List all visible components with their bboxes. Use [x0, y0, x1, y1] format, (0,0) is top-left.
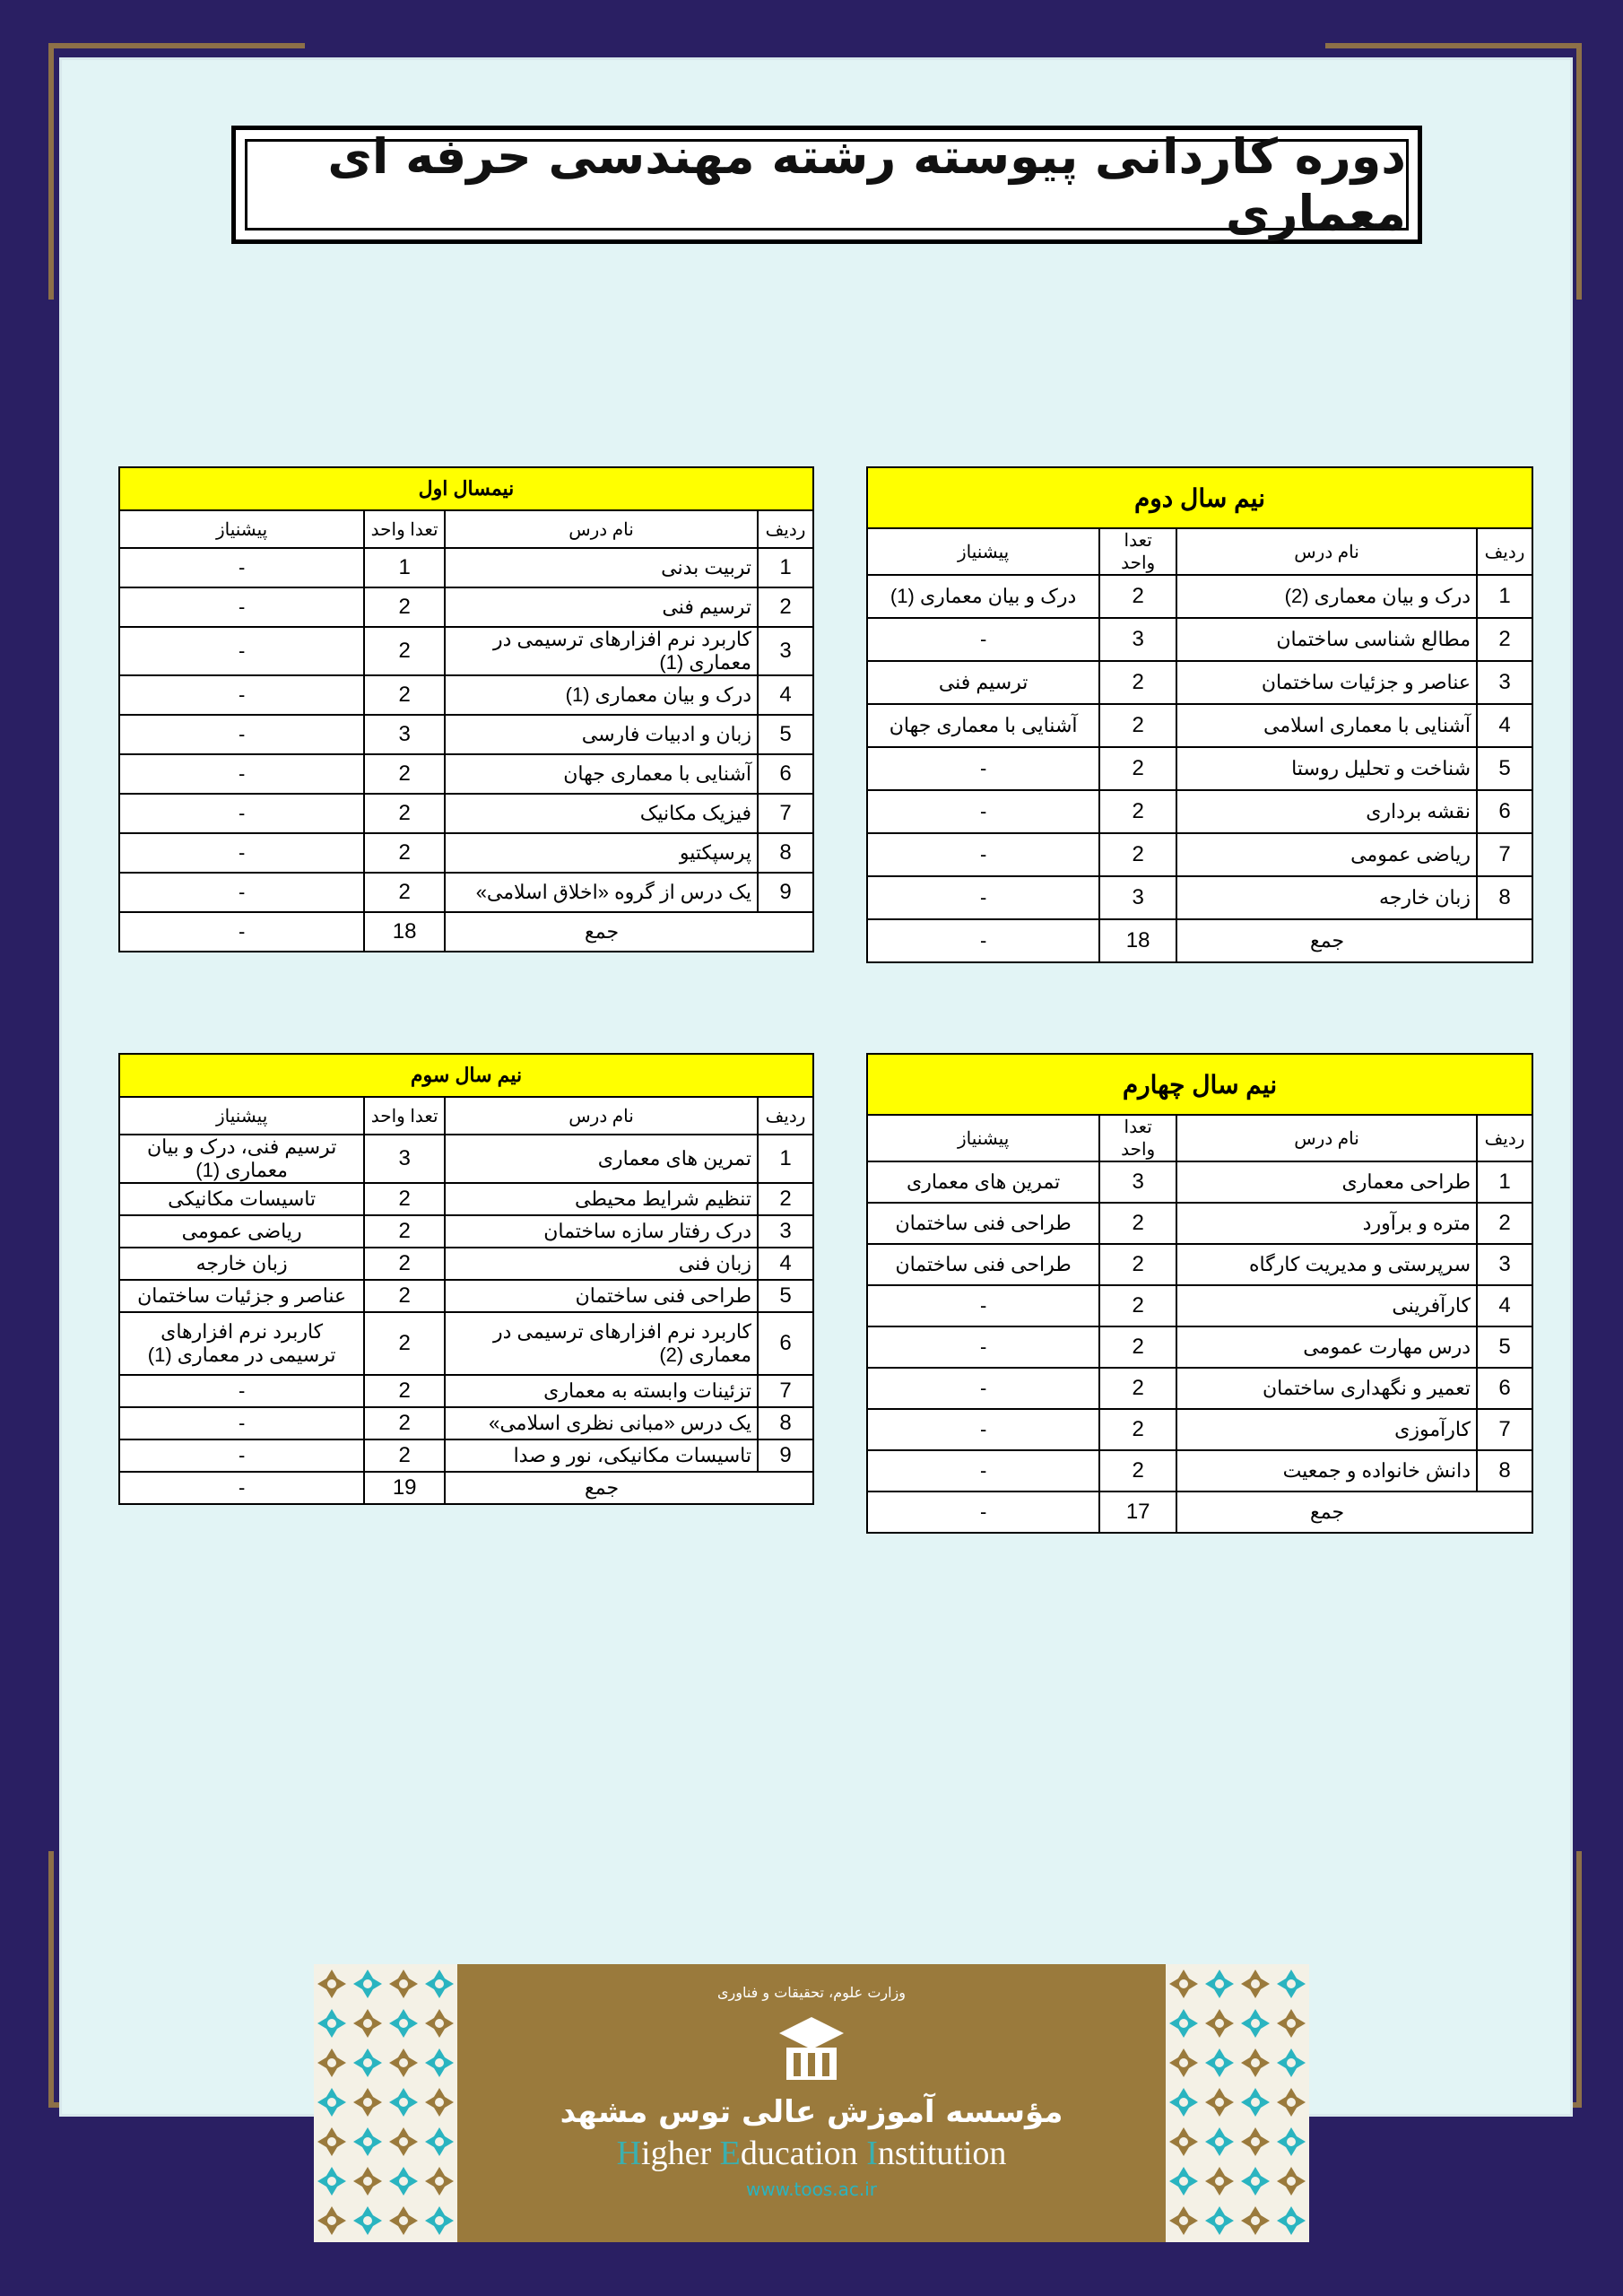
course-row	[119, 1248, 813, 1280]
course-prerequisite: -	[867, 747, 1099, 790]
geometric-pattern-left	[314, 1964, 457, 2242]
course-prerequisite: -	[867, 1450, 1099, 1492]
pattern-dot	[1287, 2137, 1296, 2146]
course-prerequisite: -	[119, 794, 364, 833]
total-prerequisite: -	[119, 912, 364, 952]
course-name: تنظیم شرایط محیطی	[445, 1183, 758, 1215]
course-name: نقشه برداری	[1176, 790, 1477, 833]
course-name: درک و بیان معماری (2)	[1176, 575, 1477, 618]
pattern-dot	[363, 2098, 372, 2107]
pattern-dot	[327, 2058, 336, 2067]
column-header-row	[867, 528, 1532, 575]
course-number: 2	[758, 1183, 813, 1215]
course-units: 2	[1099, 1244, 1176, 1285]
pattern-dot	[327, 2137, 336, 2146]
course-prerequisite: -	[867, 1368, 1099, 1409]
pattern-dot	[363, 1979, 372, 1988]
pattern-dot	[435, 2216, 444, 2225]
total-prerequisite: -	[867, 1492, 1099, 1533]
col-units-header: تعدا واحد	[1099, 528, 1176, 575]
course-prerequisite: کاربرد نرم افزارهای ترسیمی در معماری (1)	[119, 1312, 364, 1375]
course-name: درک رفتار سازه ساختمان	[445, 1215, 758, 1248]
course-prerequisite: -	[867, 1409, 1099, 1450]
geometric-pattern-right	[1166, 1964, 1309, 2242]
course-row	[119, 715, 813, 754]
course-units: 2	[364, 1439, 445, 1472]
course-units: 2	[364, 627, 445, 675]
course-row	[119, 1215, 813, 1248]
course-number: 7	[1477, 833, 1532, 876]
course-units: 2	[1099, 1203, 1176, 1244]
course-row	[867, 1161, 1532, 1203]
ministry-text: وزارت علوم، تحقیقات و فناوری	[717, 1984, 906, 2001]
semester-header-row	[867, 1054, 1532, 1115]
pattern-dot	[399, 2137, 408, 2146]
pattern-dot	[363, 2019, 372, 2028]
pattern-dot	[1287, 2019, 1296, 2028]
course-units: 2	[1099, 1285, 1176, 1326]
course-units: 2	[1099, 575, 1176, 618]
total-blank-cell	[1477, 1492, 1532, 1533]
col-name-header: نام درس	[1176, 528, 1477, 575]
course-units: 2	[364, 833, 445, 873]
course-prerequisite: -	[119, 715, 364, 754]
semester-header-row	[119, 1054, 813, 1097]
course-prerequisite: -	[119, 627, 364, 675]
course-row	[119, 1135, 813, 1183]
course-row	[119, 548, 813, 587]
course-units: 3	[364, 1135, 445, 1183]
course-name: سرپرستی و مدیریت کارگاه	[1176, 1244, 1477, 1285]
course-number: 8	[1477, 1450, 1532, 1492]
pattern-dot	[1287, 2098, 1296, 2107]
pattern-dot	[1179, 2177, 1188, 2186]
total-label: جمع	[445, 912, 758, 952]
course-row	[119, 1439, 813, 1472]
total-units: 19	[364, 1472, 445, 1504]
col-prereq-header: پیشنیاز	[119, 510, 364, 548]
pattern-dot	[435, 2098, 444, 2107]
pattern-dot	[1179, 2058, 1188, 2067]
pattern-dot	[399, 2058, 408, 2067]
col-row-header: ردیف	[1477, 528, 1532, 575]
course-number: 2	[1477, 1203, 1532, 1244]
course-row	[867, 1203, 1532, 1244]
course-units: 2	[364, 587, 445, 627]
course-prerequisite: آشنایی با معماری جهان	[867, 704, 1099, 747]
col-name-header: نام درس	[445, 1097, 758, 1135]
pattern-dot	[1179, 2137, 1188, 2146]
course-number: 2	[758, 587, 813, 627]
total-label: جمع	[445, 1472, 758, 1504]
course-row	[867, 1409, 1532, 1450]
course-row	[119, 1407, 813, 1439]
column-header-row	[119, 1097, 813, 1135]
semester-table-4	[866, 1053, 1533, 1534]
total-blank-cell	[758, 912, 813, 952]
col-units-header: تعدا واحد	[1099, 1115, 1176, 1161]
course-units: 2	[1099, 1409, 1176, 1450]
course-name: طراحی فنی ساختمان	[445, 1280, 758, 1312]
course-name: درس مهارت عمومی	[1176, 1326, 1477, 1368]
total-label: جمع	[1176, 919, 1477, 962]
pattern-dot	[435, 2177, 444, 2186]
course-row	[119, 1183, 813, 1215]
course-row	[867, 1326, 1532, 1368]
pattern-dot	[1215, 2137, 1224, 2146]
course-units: 1	[364, 548, 445, 587]
col-prereq-header: پیشنیاز	[119, 1097, 364, 1135]
total-units: 18	[1099, 919, 1176, 962]
total-units: 17	[1099, 1492, 1176, 1533]
course-name: کارآفرینی	[1176, 1285, 1477, 1326]
pattern-dot	[363, 2137, 372, 2146]
course-units: 2	[364, 1248, 445, 1280]
course-row	[119, 873, 813, 912]
course-number: 1	[1477, 575, 1532, 618]
course-prerequisite: ریاضی عمومی	[119, 1215, 364, 1248]
pattern-dot	[1215, 2177, 1224, 2186]
course-number: 5	[758, 1280, 813, 1312]
course-name: تربیت بدنی	[445, 548, 758, 587]
course-name: یک درس «مبانی نظری اسلامی»	[445, 1407, 758, 1439]
course-number: 7	[1477, 1409, 1532, 1450]
course-number: 1	[758, 1135, 813, 1183]
pattern-dot	[399, 2098, 408, 2107]
pattern-dot	[1251, 2058, 1260, 2067]
course-row	[119, 1312, 813, 1375]
page-title: دوره کاردانی پیوسته رشته مهندسی حرفه ای معماری	[327, 128, 1406, 241]
course-row	[119, 833, 813, 873]
pattern-dot	[1179, 2019, 1188, 2028]
course-number: 6	[758, 754, 813, 794]
course-number: 9	[758, 873, 813, 912]
course-units: 3	[364, 715, 445, 754]
course-units: 2	[364, 1375, 445, 1407]
pattern-dot	[1179, 2216, 1188, 2225]
column-header-row	[867, 1115, 1532, 1161]
course-row	[867, 1450, 1532, 1492]
course-row	[867, 1285, 1532, 1326]
pattern-dot	[399, 2019, 408, 2028]
course-number: 3	[758, 627, 813, 675]
pattern-dot	[1287, 2177, 1296, 2186]
course-prerequisite: -	[867, 876, 1099, 919]
course-name: ترسیم فنی	[445, 587, 758, 627]
course-row	[867, 618, 1532, 661]
course-units: 2	[364, 675, 445, 715]
institution-url: www.toos.ac.ir	[745, 2179, 878, 2200]
course-prerequisite: -	[867, 790, 1099, 833]
col-name-header: نام درس	[1176, 1115, 1477, 1161]
course-units: 2	[1099, 1368, 1176, 1409]
pattern-dot	[1215, 2058, 1224, 2067]
col-units-header: تعدا واحد	[364, 1097, 445, 1135]
col-row-header: ردیف	[1477, 1115, 1532, 1161]
course-units: 2	[1099, 1326, 1176, 1368]
course-prerequisite: تمرین های معماری	[867, 1161, 1099, 1203]
total-blank-cell	[1477, 919, 1532, 962]
institution-banner	[314, 1964, 1309, 2242]
pattern-dot	[1251, 2098, 1260, 2107]
total-row	[867, 919, 1532, 962]
pattern-dot	[435, 2019, 444, 2028]
course-row	[867, 747, 1532, 790]
course-units: 2	[1099, 1450, 1176, 1492]
course-number: 6	[1477, 1368, 1532, 1409]
pattern-dot	[1215, 2216, 1224, 2225]
course-units: 3	[1099, 1161, 1176, 1203]
course-number: 5	[1477, 1326, 1532, 1368]
course-name: فیزیک مکانیک	[445, 794, 758, 833]
course-number: 2	[1477, 618, 1532, 661]
course-name: کارآموزی	[1176, 1409, 1477, 1450]
course-row	[119, 587, 813, 627]
course-row	[867, 661, 1532, 704]
course-number: 4	[1477, 1285, 1532, 1326]
pattern-dot	[327, 2216, 336, 2225]
course-row	[867, 1368, 1532, 1409]
course-units: 2	[1099, 747, 1176, 790]
course-number: 1	[1477, 1161, 1532, 1203]
pattern-dot	[1251, 2216, 1260, 2225]
course-row	[867, 833, 1532, 876]
course-number: 3	[1477, 661, 1532, 704]
course-name: تمرین های معماری	[445, 1135, 758, 1183]
course-number: 6	[1477, 790, 1532, 833]
pattern-dot	[1215, 2019, 1224, 2028]
course-units: 3	[1099, 618, 1176, 661]
course-number: 6	[758, 1312, 813, 1375]
semester-table-1	[118, 466, 814, 952]
course-units: 2	[364, 873, 445, 912]
pattern-dot	[327, 2019, 336, 2028]
total-prerequisite: -	[867, 919, 1099, 962]
col-prereq-header: پیشنیاز	[867, 528, 1099, 575]
course-prerequisite: ترسیم فنی، درک و بیان معماری (1)	[119, 1135, 364, 1183]
course-name: زبان و ادبیات فارسی	[445, 715, 758, 754]
course-row	[119, 794, 813, 833]
course-number: 3	[1477, 1244, 1532, 1285]
course-name: متره و برآورد	[1176, 1203, 1477, 1244]
course-prerequisite: درک و بیان معماری (1)	[867, 575, 1099, 618]
course-units: 2	[364, 794, 445, 833]
course-name: عناصر و جزئیات ساختمان	[1176, 661, 1477, 704]
course-number: 8	[1477, 876, 1532, 919]
course-name: پرسپکتیو	[445, 833, 758, 873]
course-prerequisite: -	[119, 754, 364, 794]
pattern-dot	[327, 2177, 336, 2186]
course-name: طراحی معماری	[1176, 1161, 1477, 1203]
total-prerequisite: -	[119, 1472, 364, 1504]
column-header-row	[119, 510, 813, 548]
semester-title: نیم سال چهارم	[867, 1054, 1532, 1115]
course-units: 2	[1099, 704, 1176, 747]
course-name: آشنایی با معماری جهان	[445, 754, 758, 794]
course-name: درک و بیان معماری (1)	[445, 675, 758, 715]
course-prerequisite: -	[119, 1407, 364, 1439]
pattern-dot	[1251, 2137, 1260, 2146]
course-row	[867, 704, 1532, 747]
banner-center	[457, 1964, 1166, 2242]
pattern-dot	[1287, 2058, 1296, 2067]
semester-title: نیم سال دوم	[867, 467, 1532, 528]
course-units: 2	[364, 1183, 445, 1215]
semester-title: نیم سال سوم	[119, 1054, 813, 1097]
pattern-dot	[435, 1979, 444, 1988]
pattern-dot	[1215, 2098, 1224, 2107]
semester-table-2	[866, 466, 1533, 963]
total-row	[119, 912, 813, 952]
course-number: 5	[758, 715, 813, 754]
pattern-dot	[1215, 1979, 1224, 1988]
course-prerequisite: -	[867, 618, 1099, 661]
pattern-dot	[327, 1979, 336, 1988]
course-row	[867, 1244, 1532, 1285]
pattern-dot	[1179, 2098, 1188, 2107]
course-number: 4	[1477, 704, 1532, 747]
course-units: 2	[364, 1407, 445, 1439]
course-units: 2	[1099, 661, 1176, 704]
course-units: 2	[364, 754, 445, 794]
col-row-header: ردیف	[758, 510, 813, 548]
course-number: 5	[1477, 747, 1532, 790]
course-row	[867, 790, 1532, 833]
course-prerequisite: زبان خارجه	[119, 1248, 364, 1280]
course-row	[119, 754, 813, 794]
pattern-dot	[1251, 1979, 1260, 1988]
course-prerequisite: -	[119, 1375, 364, 1407]
course-prerequisite: تاسیسات مکانیکی	[119, 1183, 364, 1215]
course-prerequisite: -	[867, 833, 1099, 876]
course-row	[119, 1375, 813, 1407]
course-name: تاسیسات مکانیکی، نور و صدا	[445, 1439, 758, 1472]
institution-logo-icon	[776, 2013, 847, 2085]
pattern-dot	[399, 1979, 408, 1988]
total-blank-cell	[758, 1472, 813, 1504]
course-name: دانش خانواده و جمعیت	[1176, 1450, 1477, 1492]
semester-header-row	[867, 467, 1532, 528]
course-prerequisite: -	[119, 548, 364, 587]
total-label: جمع	[1176, 1492, 1477, 1533]
pattern-dot	[1251, 2177, 1260, 2186]
course-name: زبان فنی	[445, 1248, 758, 1280]
pattern-dot	[1179, 1979, 1188, 1988]
course-prerequisite: -	[867, 1285, 1099, 1326]
course-prerequisite: -	[119, 587, 364, 627]
course-prerequisite: -	[119, 675, 364, 715]
institution-name-en: Higher Education Institution	[616, 2135, 1007, 2172]
course-number: 1	[758, 548, 813, 587]
course-prerequisite: طراحی فنی ساختمان	[867, 1244, 1099, 1285]
pattern-dot	[1287, 2216, 1296, 2225]
semester-table-3	[118, 1053, 814, 1505]
course-name: یک درس از گروه «اخلاق اسلامی»	[445, 873, 758, 912]
pattern-dot	[435, 2137, 444, 2146]
semester-header-row	[119, 467, 813, 510]
course-number: 8	[758, 833, 813, 873]
pattern-dot	[363, 2058, 372, 2067]
total-units: 18	[364, 912, 445, 952]
course-name: زبان خارجه	[1176, 876, 1477, 919]
course-units: 3	[1099, 876, 1176, 919]
course-number: 4	[758, 675, 813, 715]
course-name: شناخت و تحلیل روستا	[1176, 747, 1477, 790]
col-name-header: نام درس	[445, 510, 758, 548]
course-prerequisite: -	[867, 1326, 1099, 1368]
course-name: آشنایی با معماری اسلامی	[1176, 704, 1477, 747]
course-name: تزئینات وابسته به معماری	[445, 1375, 758, 1407]
pattern-dot	[1251, 2019, 1260, 2028]
pattern-dot	[1287, 1979, 1296, 1988]
semester-title: نیمسال اول	[119, 467, 813, 510]
course-prerequisite: عناصر و جزئیات ساختمان	[119, 1280, 364, 1312]
course-units: 2	[364, 1312, 445, 1375]
course-name: کاربرد نرم افزارهای ترسیمی در معماری (2)	[445, 1312, 758, 1375]
course-number: 7	[758, 1375, 813, 1407]
course-prerequisite: طراحی فنی ساختمان	[867, 1203, 1099, 1244]
course-name: تعمیر و نگهداری ساختمان	[1176, 1368, 1477, 1409]
total-row	[119, 1472, 813, 1504]
course-units: 2	[1099, 833, 1176, 876]
col-row-header: ردیف	[758, 1097, 813, 1135]
course-name: مطالع شناسی ساختمان	[1176, 618, 1477, 661]
course-number: 7	[758, 794, 813, 833]
institution-name-fa: مؤسسه آموزش عالی توس مشهد	[560, 2094, 1063, 2130]
course-row	[867, 876, 1532, 919]
course-row	[119, 627, 813, 675]
pattern-dot	[435, 2058, 444, 2067]
pattern-dot	[399, 2216, 408, 2225]
course-prerequisite: -	[119, 873, 364, 912]
total-row	[867, 1492, 1532, 1533]
course-units: 2	[1099, 790, 1176, 833]
course-number: 8	[758, 1407, 813, 1439]
course-prerequisite: -	[119, 833, 364, 873]
page-title-box	[231, 126, 1422, 244]
course-number: 3	[758, 1215, 813, 1248]
course-units: 2	[364, 1280, 445, 1312]
col-units-header: تعدا واحد	[364, 510, 445, 548]
pattern-dot	[363, 2216, 372, 2225]
course-number: 9	[758, 1439, 813, 1472]
pattern-dot	[327, 2098, 336, 2107]
course-name: ریاضی عمومی	[1176, 833, 1477, 876]
course-number: 4	[758, 1248, 813, 1280]
course-row	[119, 1280, 813, 1312]
course-units: 2	[364, 1215, 445, 1248]
course-row	[119, 675, 813, 715]
course-name: کاربرد نرم افزارهای ترسیمی در معماری (1)	[445, 627, 758, 675]
col-prereq-header: پیشنیاز	[867, 1115, 1099, 1161]
course-prerequisite: ترسیم فنی	[867, 661, 1099, 704]
course-prerequisite: -	[119, 1439, 364, 1472]
pattern-dot	[399, 2177, 408, 2186]
course-row	[867, 575, 1532, 618]
pattern-dot	[363, 2177, 372, 2186]
